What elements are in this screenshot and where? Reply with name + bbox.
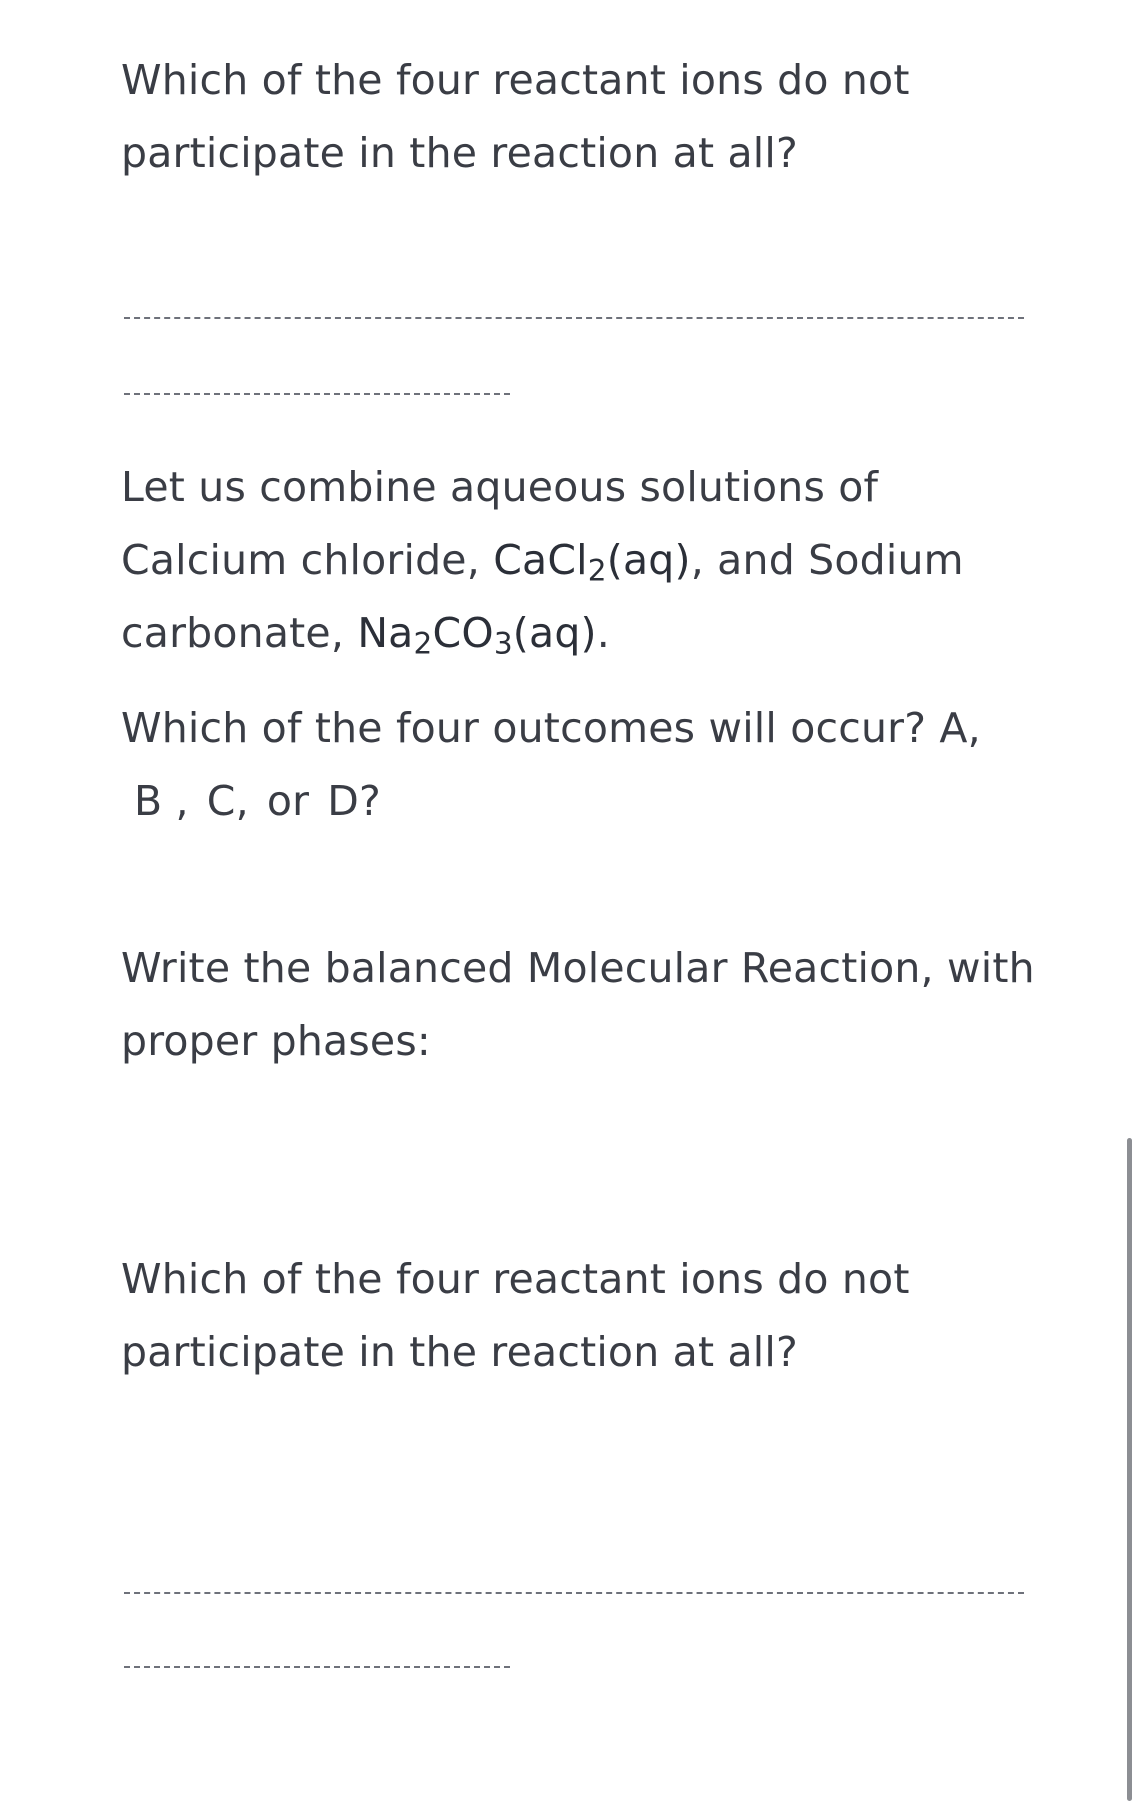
choice-or: or — [266, 777, 310, 825]
cacl2-base: CaCl — [493, 536, 588, 584]
cacl2-subscript: 2 — [587, 553, 607, 588]
question-ions-repeat-line-1: Which of the four reactant ions do not — [121, 1255, 910, 1303]
intro-line-2 — [121, 524, 1061, 597]
outcomes-line-2 — [134, 765, 1074, 838]
intro-line-2-suffix: , and Sodium — [690, 536, 964, 584]
answer-blank-line-4[interactable] — [124, 1666, 510, 1668]
answer-blank-line-3[interactable] — [124, 1592, 1024, 1594]
na2co3-co: CO — [432, 609, 494, 657]
intro-line-3-prefix: carbonate, — [121, 609, 358, 657]
question-ions-line-2: participate in the reaction at all? — [121, 129, 798, 177]
choice-b: B , — [134, 777, 189, 825]
intro-line-2-prefix: Calcium chloride, — [121, 536, 494, 584]
na2co3-subscript-2: 3 — [493, 626, 513, 661]
na2co3-formula — [357, 609, 597, 661]
molecular-line-1: Write the balanced Molecular Reaction, with — [121, 944, 1035, 992]
choice-c: C, — [206, 777, 249, 825]
choice-d: D? — [327, 777, 381, 825]
scrollbar-thumb[interactable] — [1127, 1138, 1132, 1801]
intro-line-3 — [121, 597, 1061, 670]
na2co3-subscript-1: 2 — [413, 626, 433, 661]
question-ions-repeat-line-2: participate in the reaction at all? — [121, 1328, 798, 1376]
molecular-line-2: proper phases: — [121, 1017, 431, 1065]
cacl2-formula — [493, 536, 691, 588]
answer-blank-line-1[interactable] — [124, 317, 1024, 319]
intro-line-3-suffix: . — [596, 609, 610, 657]
outcomes-line-1: Which of the four outcomes will occur? A, — [121, 704, 981, 752]
question-ions-line-1: Which of the four reactant ions do not — [121, 56, 910, 104]
intro-line-1: Let us combine aqueous solutions of — [121, 463, 879, 511]
answer-blank-line-2[interactable] — [124, 393, 510, 395]
na2co3-na: Na — [357, 609, 414, 657]
cacl2-phase: (aq) — [606, 536, 691, 584]
na2co3-phase: (aq) — [512, 609, 597, 657]
